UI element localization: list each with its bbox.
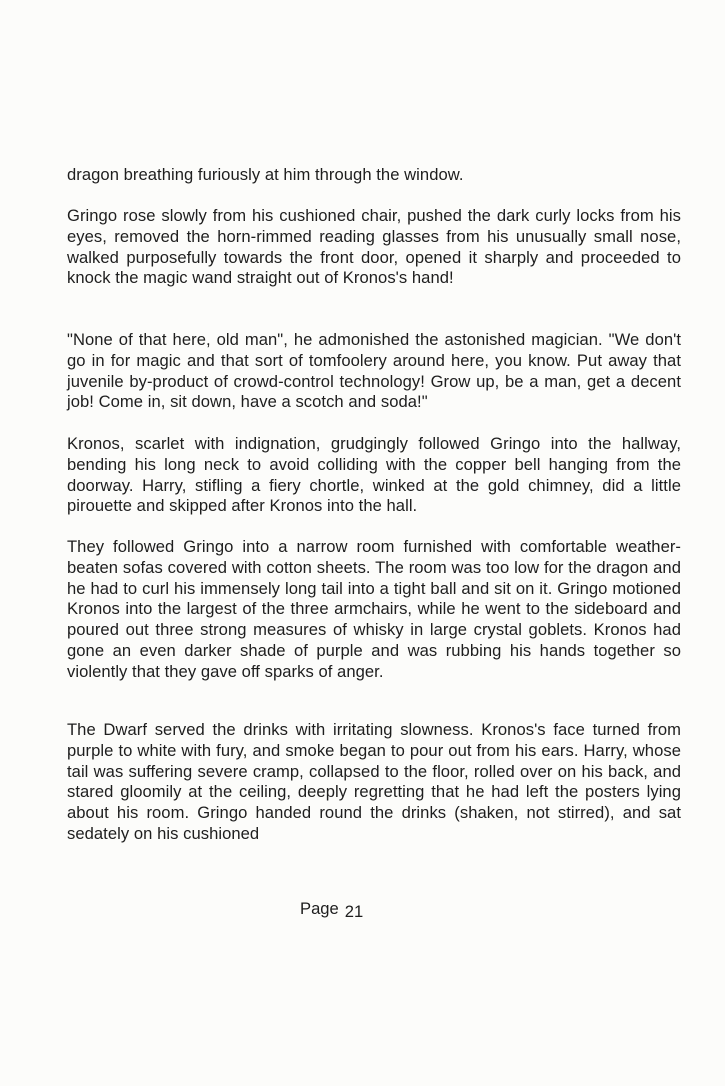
paragraph-4 [67,434,681,517]
paragraph-5 [67,537,681,683]
page-label: Page [300,899,339,918]
paragraph-1 [67,165,681,186]
paragraph-text: Gringo rose slowly from his cushioned chair, pushed the dark curly locks from his eyes, removed the horn-rimmed reading glasses from his unusually small nose, walked purposefully towards the front door, opened it sharply and proceeded to knock the magic wand straight out of Kronos's hand! [67,206,681,288]
page-number: 21 [344,902,364,921]
paragraph-2 [67,206,681,289]
paragraph-text: The Dwarf served the drinks with irritating slowness. Kronos's face turned from purple to white with fury, and smoke began to pour out from his ears. Harry, whose tail was suffering severe cramp, collapsed to the floor, rolled over on his back, and stared gloomily at the ceiling, deeply regretting that he had left the posters lying about his room. Gringo handed round the drinks (shaken, not stirred), and sat sedately on his cushioned [67,720,681,843]
paragraph-3 [67,330,681,413]
paragraph-text: dragon breathing furiously at him through the window. [67,165,464,184]
paragraph-text: They followed Gringo into a narrow room furnished with comfortable weather-beaten sofas covered with cotton sheets. The room was too low for the dragon and he had to curl his immensely long tail into a tight ball and sit on it. Gringo motioned Kronos into the largest of the three armchairs, while he went to the sideboard and poured out three strong measures of whisky in large crystal goblets. Kronos had gone an even darker shade of purple and was rubbing his hands together so violently that they gave off sparks of anger. [67,537,681,681]
paragraph-6 [67,720,681,845]
paragraph-text: "None of that here, old man", he admonished the astonished magician. "We don't go in for magic and that sort of tomfoolery around here, you know. Put away that juvenile by-product of crowd-control technology! Grow up, be a man, get a decent job! Come in, sit down, have a scotch and soda!" [67,330,681,412]
page-number-footer [300,899,440,919]
paragraph-text: Kronos, scarlet with indignation, grudgingly followed Gringo into the hallway, bending his long neck to avoid colliding with the copper bell hanging from the doorway. Harry, stifling a fiery chortle, winked at the gold chimney, did a little pirouette and skipped after Kronos into the hall. [67,434,681,516]
